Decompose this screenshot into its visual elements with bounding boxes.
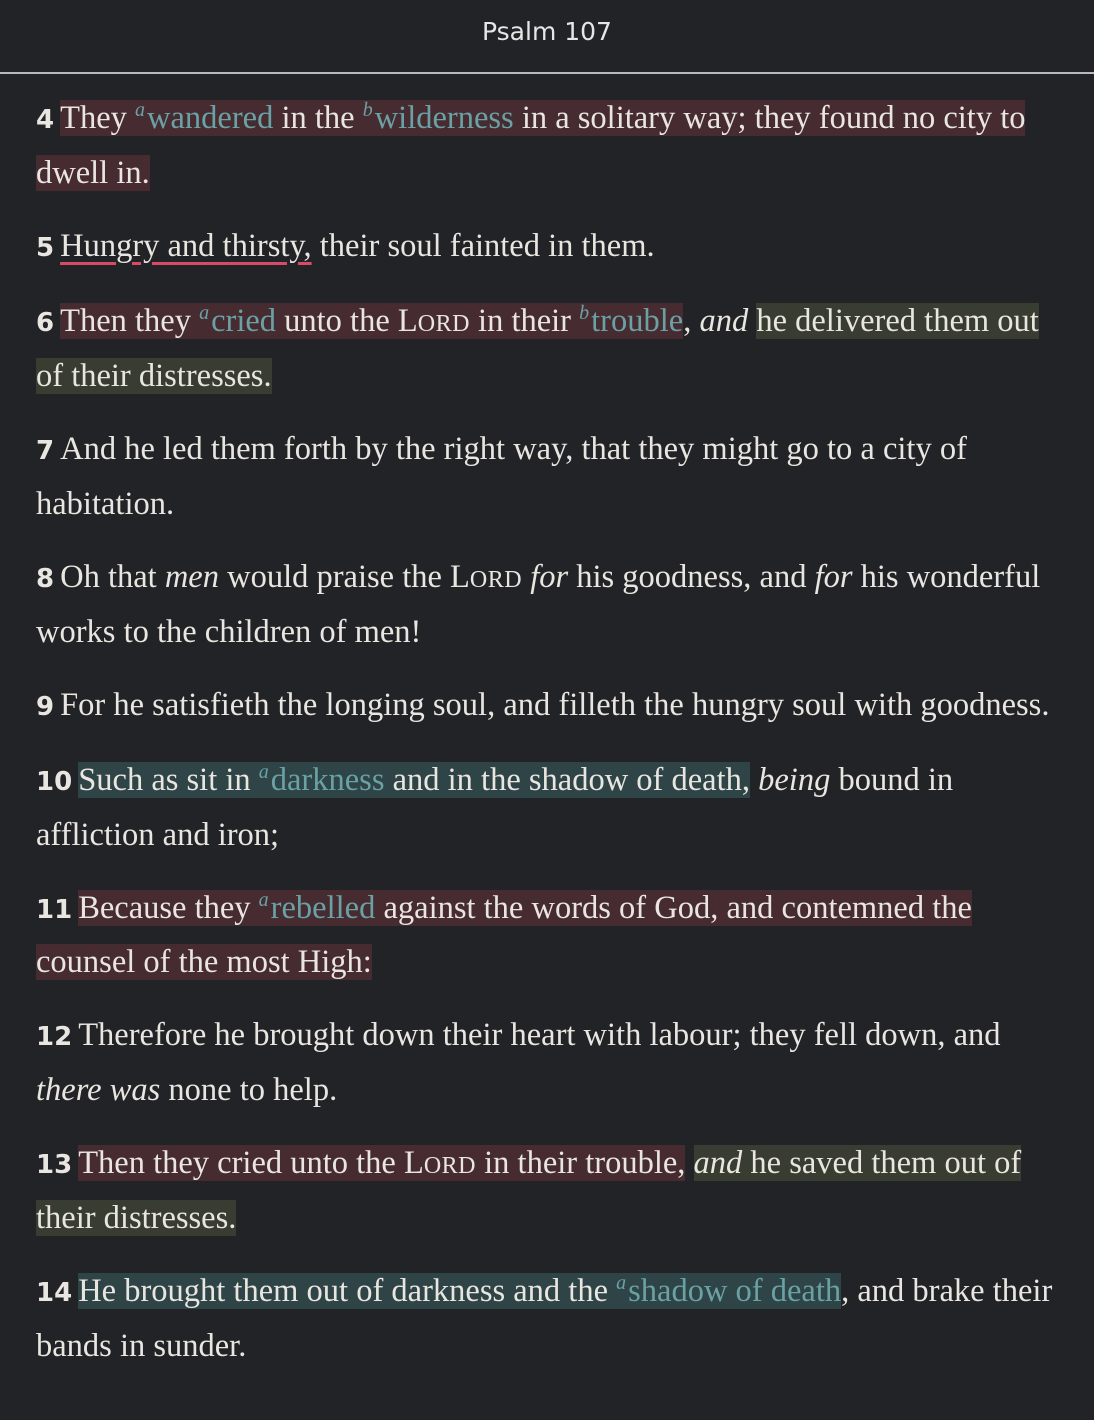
verse-text [522, 559, 530, 595]
verse-number: 9 [36, 692, 55, 722]
verse-text: Therefore he brought down their heart with labour; they fell down, and [78, 1017, 1001, 1053]
highlight-teal[interactable] [78, 762, 750, 798]
verse-text: in the [273, 100, 363, 136]
verse-text: They [60, 100, 135, 136]
highlight-red[interactable] [60, 303, 683, 339]
verse-text: in a solitary way; they found no city to dwell in. [36, 100, 1026, 191]
verse-9[interactable] [36, 679, 1062, 734]
verse-text: , and brake their bands in sunder. [36, 1273, 1053, 1364]
highlight-teal[interactable] [78, 1273, 841, 1309]
highlight-red[interactable] [78, 1145, 685, 1181]
verse-text: Because they [78, 889, 259, 926]
divine-name-small-caps: ORD [469, 566, 523, 593]
verse-text: in their trouble, [476, 1144, 686, 1181]
verse-text: , [683, 302, 700, 339]
divine-name-initial: L [397, 302, 418, 339]
verse-text: his wonderful works to the children of men! [36, 558, 1041, 650]
footnote-marker[interactable]: b [362, 99, 373, 122]
verse-number: 7 [36, 436, 55, 466]
verse-14[interactable] [36, 1265, 1062, 1372]
verse-number: 13 [36, 1149, 73, 1180]
chapter-text [0, 74, 1094, 1372]
verse-number: 8 [36, 563, 55, 594]
verse-number: 6 [36, 307, 55, 338]
verse-text: he saved them out of their distresses. [36, 1144, 1022, 1236]
verse-number: 12 [36, 1022, 73, 1052]
underline-red[interactable]: Hungry and thirsty, [60, 227, 312, 264]
cross-reference-link[interactable]: cried [211, 302, 277, 339]
highlight-red[interactable] [36, 890, 972, 981]
verse-5[interactable] [36, 220, 1062, 275]
verse-text: For he satisfieth the longing soul, and filleth the hungry soul with goodness. [60, 687, 1050, 723]
italic-supplied-word: and [693, 1144, 743, 1181]
verse-number: 14 [36, 1278, 73, 1308]
verse-text: He brought them out of darkness and the [78, 1273, 617, 1309]
verse-text: unto the [276, 302, 398, 339]
verse-text [750, 762, 758, 798]
highlight-red[interactable] [36, 100, 1025, 191]
divine-name-initial: L [450, 558, 470, 595]
verse-text: in their [469, 302, 580, 339]
italic-supplied-word: for [814, 558, 853, 595]
footnote-marker[interactable]: a [616, 1272, 627, 1295]
italic-supplied-word: men [164, 558, 219, 595]
divine-name-initial: L [403, 1144, 424, 1181]
verse-10[interactable] [36, 754, 1062, 861]
verse-text: bound in affliction and iron; [36, 762, 954, 853]
verse-8[interactable] [36, 551, 1062, 659]
verse-13[interactable] [36, 1137, 1062, 1245]
verse-text: against the words of God, and contemned the counsel of the most High: [36, 889, 972, 980]
verse-11[interactable] [36, 882, 1062, 989]
footnote-marker[interactable]: b [579, 301, 590, 324]
verse-text [685, 1145, 693, 1181]
italic-supplied-word: for [530, 558, 569, 595]
footnote-marker[interactable]: a [135, 99, 145, 122]
cross-reference-link[interactable]: rebelled [270, 889, 376, 926]
verse-text: And he led them forth by the right way, that they might go to a city of habitation. [36, 431, 967, 522]
verse-text: their soul fainted in them. [311, 227, 655, 264]
verse-text: would praise the [218, 558, 451, 595]
verse-text: Oh that [60, 558, 165, 595]
verse-text: Such as sit in [78, 762, 259, 798]
top-bar [0, 0, 1094, 74]
highlight-green[interactable]: he delivered them out of their distresses. [36, 302, 1039, 394]
verse-12[interactable] [36, 1009, 1062, 1116]
verse-text: none to help. [160, 1071, 338, 1108]
verse-text: his goodness, and [568, 558, 815, 595]
verse-text: Then they [60, 302, 200, 339]
footnote-marker[interactable]: a [258, 888, 269, 911]
verse-text: Then they cried unto the [78, 1144, 404, 1181]
italic-supplied-word: being [758, 762, 831, 798]
italic-supplied-word: and [699, 302, 749, 339]
cross-reference-link[interactable]: shadow of death [628, 1273, 842, 1309]
page-title[interactable]: Psalm 107 [482, 16, 612, 46]
divine-name-small-caps: ORD [423, 1152, 477, 1179]
divine-name-small-caps: ORD [417, 310, 470, 337]
verse-7[interactable] [36, 423, 1062, 530]
footnote-marker[interactable]: a [199, 301, 210, 324]
cross-reference-link[interactable]: wilderness [374, 100, 514, 136]
verse-text: and in the shadow of death, [384, 762, 750, 798]
cross-reference-link[interactable]: trouble [591, 302, 684, 339]
cross-reference-link[interactable]: wandered [147, 100, 274, 136]
verse-4[interactable] [36, 92, 1062, 199]
verse-number: 11 [36, 894, 73, 925]
footnote-marker[interactable]: a [258, 761, 269, 784]
verse-6[interactable] [36, 295, 1062, 403]
verse-number: 10 [36, 767, 73, 797]
verse-number: 5 [36, 232, 55, 263]
verse-number: 4 [36, 105, 55, 135]
italic-supplied-word: there was [36, 1071, 161, 1108]
cross-reference-link[interactable]: darkness [270, 762, 385, 798]
